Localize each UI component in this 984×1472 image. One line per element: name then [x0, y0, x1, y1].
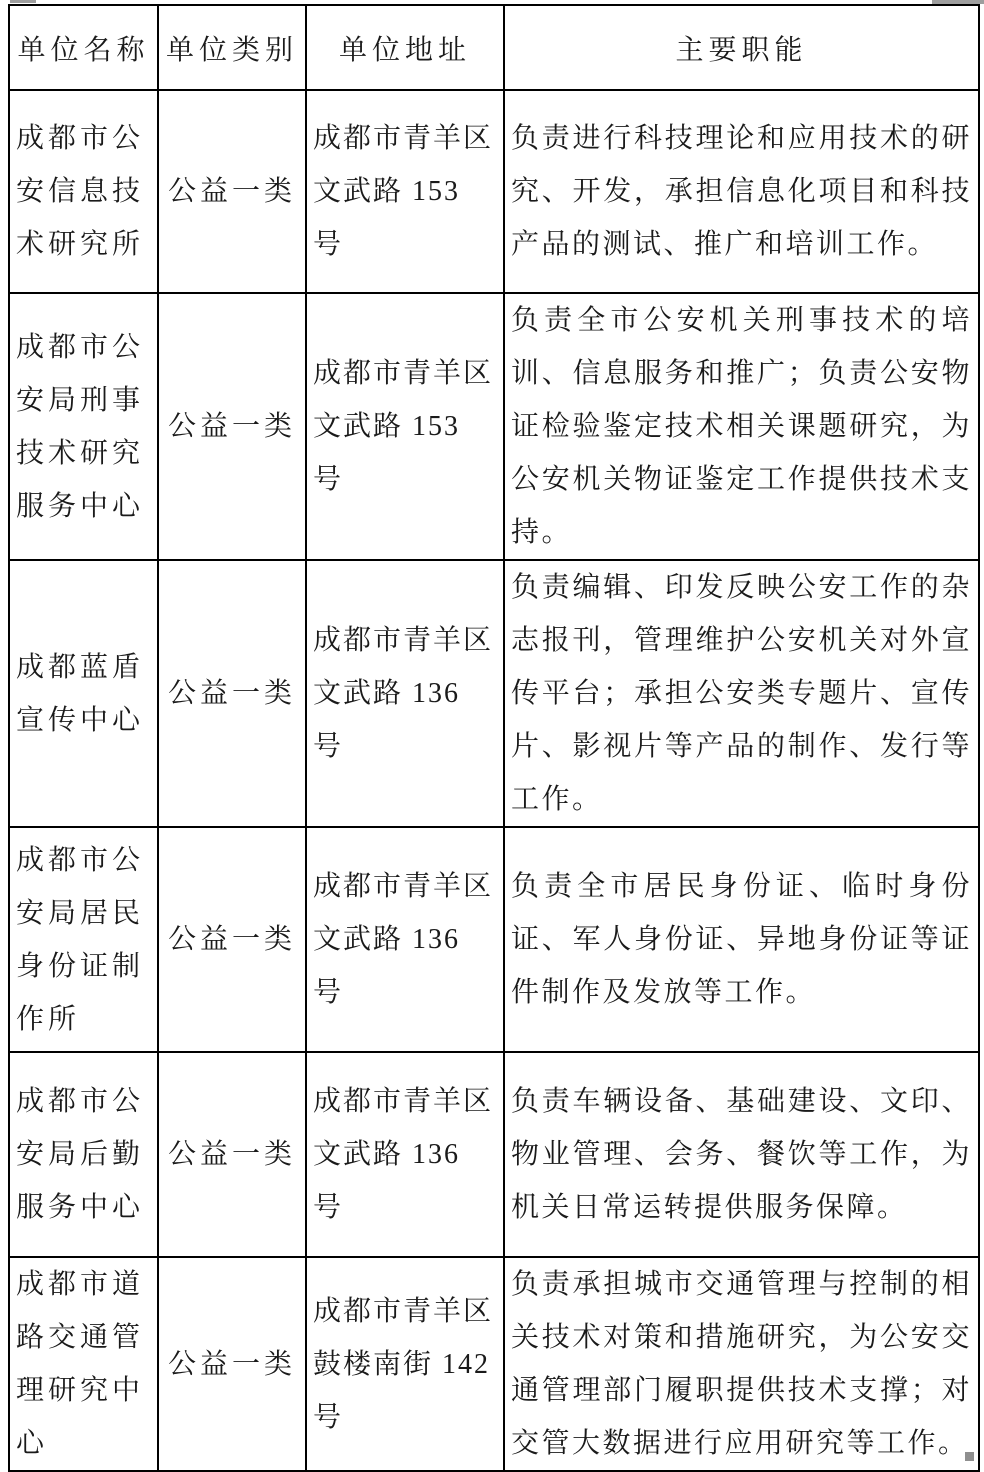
- cell-unit-address: 成都市青羊区鼓楼南街 142 号: [306, 1257, 504, 1471]
- cell-unit-category: 公益一类: [158, 560, 306, 827]
- column-header-unit-name: 单位名称: [9, 5, 158, 90]
- cell-main-functions: 负责全市公安机关刑事技术的培训、信息服务和推广；负责公安物证检验鉴定技术相关课题研究，为公安机关物证鉴定工作提供技术支持。: [504, 293, 979, 560]
- cell-unit-name: 成都市公安信息技术研究所: [9, 90, 158, 293]
- table-row: [9, 1052, 979, 1257]
- cell-unit-category: 公益一类: [158, 827, 306, 1052]
- cell-unit-category: 公益一类: [158, 1052, 306, 1257]
- cell-unit-address: 成都市青羊区文武路 136 号: [306, 560, 504, 827]
- header-row: [9, 5, 979, 90]
- table-row: [9, 827, 979, 1052]
- cell-unit-name: 成都市公安局后勤服务中心: [9, 1052, 158, 1257]
- column-header-main-functions: 主要职能: [504, 5, 979, 90]
- cell-unit-address: 成都市青羊区文武路 153 号: [306, 90, 504, 293]
- cell-unit-name: 成都市公安局刑事技术研究服务中心: [9, 293, 158, 560]
- cell-unit-category: 公益一类: [158, 1257, 306, 1471]
- cell-main-functions: 负责承担城市交通管理与控制的相关技术对策和措施研究，为公安交通管理部门履职提供技术支撑；对交管大数据进行应用研究等工作。: [504, 1257, 979, 1471]
- cell-main-functions: 负责编辑、印发反映公安工作的杂志报刊，管理维护公安机关对外宣传平台；承担公安类专题片、宣传片、影视片等产品的制作、发行等工作。: [504, 560, 979, 827]
- table-row: [9, 1257, 979, 1471]
- cell-main-functions: 负责进行科技理论和应用技术的研究、开发，承担信息化项目和科技产品的测试、推广和培训工作。: [504, 90, 979, 293]
- cell-unit-category: 公益一类: [158, 90, 306, 293]
- table-row: [9, 560, 979, 827]
- column-header-unit-category: 单位类别: [158, 5, 306, 90]
- cell-unit-category: 公益一类: [158, 293, 306, 560]
- cell-main-functions: 负责车辆设备、基础建设、文印、物业管理、会务、餐饮等工作，为机关日常运转提供服务保障。: [504, 1052, 979, 1257]
- cell-unit-address: 成都市青羊区文武路 136 号: [306, 827, 504, 1052]
- unit-directory-table: [8, 4, 980, 1472]
- cell-unit-name: 成都市公安局居民身份证制作所: [9, 827, 158, 1052]
- cell-unit-address: 成都市青羊区文武路 153 号: [306, 293, 504, 560]
- cell-unit-name: 成都市道路交通管理研究中心: [9, 1257, 158, 1471]
- table-row: [9, 90, 979, 293]
- edge-artifact-top-left: [10, 0, 36, 3]
- cell-unit-name: 成都蓝盾宣传中心: [9, 560, 158, 827]
- table-row: [9, 293, 979, 560]
- cell-main-functions: 负责全市居民身份证、临时身份证、军人身份证、异地身份证等证件制作及发放等工作。: [504, 827, 979, 1052]
- cell-unit-address: 成都市青羊区文武路 136 号: [306, 1052, 504, 1257]
- column-header-unit-address: 单位地址: [306, 5, 504, 90]
